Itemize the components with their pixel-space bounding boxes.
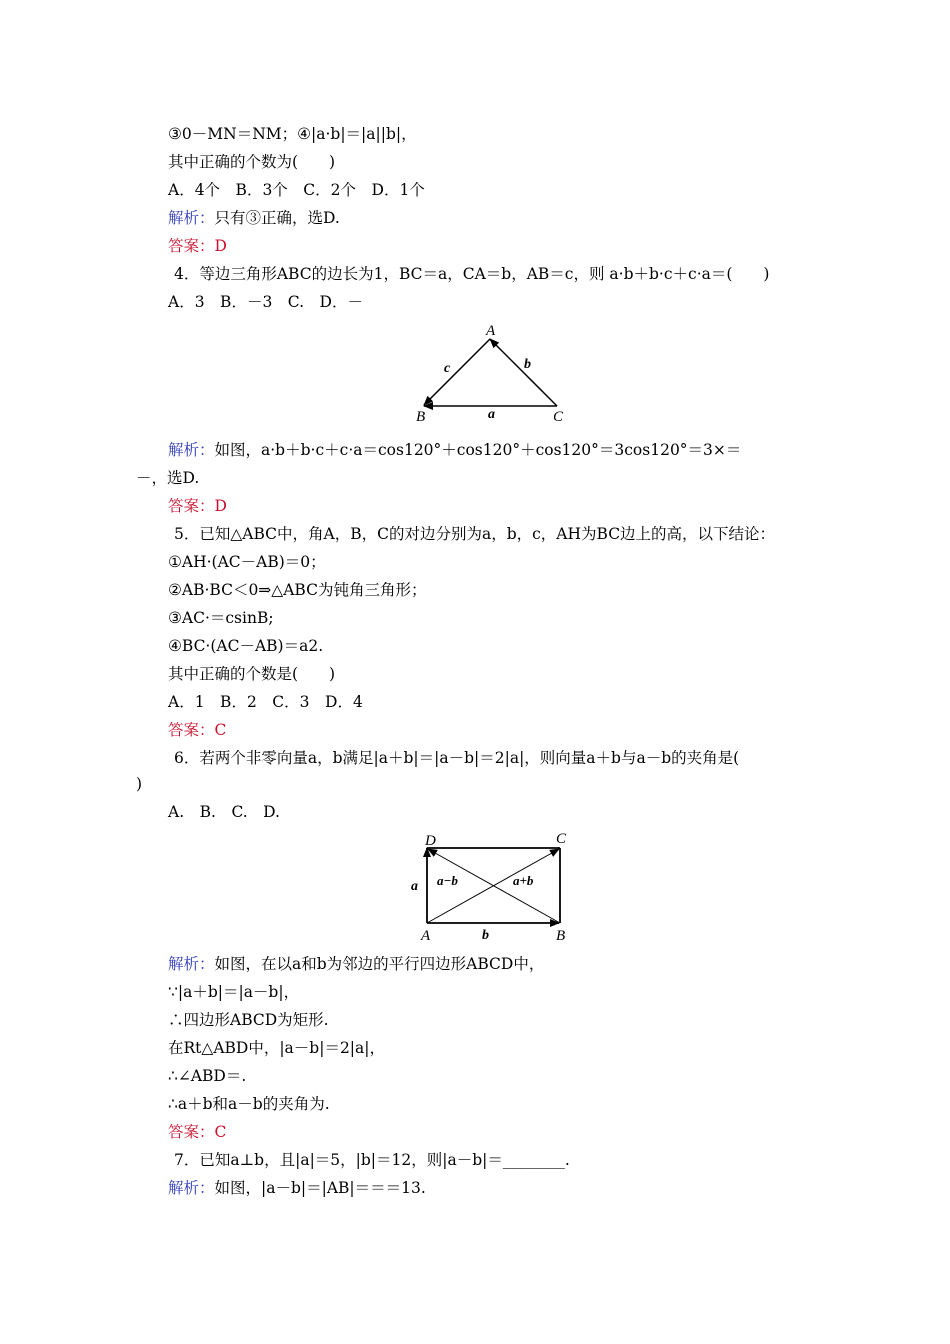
analysis-q6-line6: ∴a＋b和a－b的夹角为. <box>168 1095 330 1113</box>
vertex-b-label: B <box>416 409 426 425</box>
analysis-text: 如图，|a－b|＝|AB|＝＝＝13. <box>214 1179 426 1197</box>
analysis-label: 解析： <box>168 441 215 459</box>
vertex-d-label: D <box>425 833 436 849</box>
analysis-label: 解析： <box>168 955 215 973</box>
statement-1: ①AH·(AC－AB)＝0； <box>168 553 326 571</box>
vertex-c-label: C <box>556 831 567 847</box>
vertex-a-label: A <box>421 928 431 944</box>
vector-b-arrow <box>490 339 557 406</box>
side-b-label: b <box>482 928 489 943</box>
analysis-text: 如图，在以a和b为邻边的平行四边形ABCD中， <box>214 955 545 973</box>
a-plus-b-label: a+b <box>513 873 534 888</box>
analysis-q7 <box>168 1178 426 1198</box>
statement-3: ③AC·＝csinB; <box>168 609 274 627</box>
analysis-q6-line4: 在Rt△ABD中，|a－b|＝2|a|， <box>168 1039 385 1057</box>
rectangle-figure <box>405 826 575 946</box>
answer-q3: 答案：D <box>168 237 227 255</box>
side-c-label: c <box>444 361 451 376</box>
line-1: ③0－MN＝NM；④|a·b|＝|a||b|， <box>168 125 417 143</box>
triangle-figure <box>400 318 580 428</box>
vector-c-arrow <box>424 339 490 405</box>
vertex-b-label: B <box>556 928 566 944</box>
analysis-label: 解析： <box>168 1179 215 1197</box>
analysis-label: 解析： <box>168 209 215 227</box>
answer-q5: 答案：C <box>168 721 227 739</box>
a-minus-b-label: a−b <box>437 873 458 888</box>
side-a-label: a <box>488 407 495 422</box>
answer-q4: 答案：D <box>168 497 227 515</box>
side-a-label: a <box>411 879 418 894</box>
statement-2: ②AB·BC＜0⇒△ABC为钝角三角形； <box>168 581 427 599</box>
analysis-text: 如图，a·b＋b·c＋c·a＝cos120°＋cos120°＋cos120°＝3cos120°＝3×＝ <box>214 441 742 459</box>
analysis-q4-cont: －，选D. <box>136 469 200 487</box>
question-6: 6．若两个非零向量a，b满足|a＋b|＝|a－b|＝2|a|，则向量a＋b与a－b的夹角是( <box>174 749 740 767</box>
analysis-q4 <box>168 440 741 460</box>
question-6-cont: ) <box>136 775 143 793</box>
question-5: 5．已知△ABC中，角A，B，C的对边分别为a，b，c，AH为BC边上的高，以下结论： <box>174 525 776 543</box>
question-4: 4．等边三角形ABC的边长为1，BC＝a，CA＝b，AB＝c，则 a·b＋b·c＋c·a＝( ) <box>174 265 770 283</box>
analysis-q6-line3: ∴四边形ABCD为矩形. <box>168 1011 329 1029</box>
options-q3: A．4个 B．3个 C．2个 D．1个 <box>168 181 425 199</box>
analysis-q6-line2: ∵|a＋b|＝|a－b|， <box>168 983 300 1001</box>
line-2: 其中正确的个数为( ) <box>168 153 336 171</box>
question-5-prompt: 其中正确的个数是( ) <box>168 665 336 683</box>
vertex-c-label: C <box>553 409 564 425</box>
options-q5: A．1 B．2 C．3 D．4 <box>168 693 363 711</box>
side-b-label: b <box>524 357 531 372</box>
options-q4: A．3 B．－3 C. D．－ <box>168 293 363 311</box>
options-q6: A. B. C. D. <box>168 803 280 821</box>
statement-4: ④BC·(AC－AB)＝a2. <box>168 637 324 655</box>
analysis-text: 只有③正确，选D. <box>214 209 340 227</box>
vertex-a-label: A <box>486 323 496 339</box>
analysis-q3 <box>168 208 340 228</box>
answer-q6: 答案：C <box>168 1123 227 1141</box>
analysis-q6 <box>168 954 544 974</box>
analysis-q6-line5: ∴∠ABD＝. <box>168 1067 247 1085</box>
question-7: 7．已知a⊥b，且|a|＝5，|b|＝12，则|a－b|＝________. <box>174 1151 570 1169</box>
